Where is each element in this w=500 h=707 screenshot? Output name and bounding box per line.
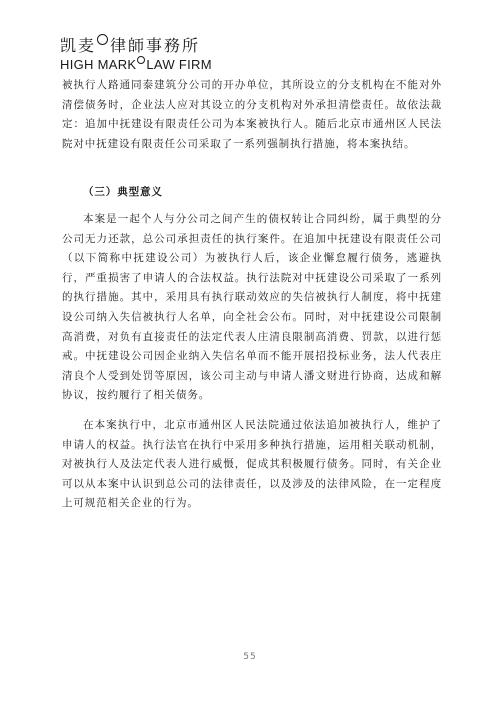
page-number: 55 [243,652,257,662]
registered-mark-icon [97,34,108,45]
paragraph-continued: 被执行人路通同泰建筑分公司的开办单位，其所设立的分支机构在不能对外清偿债务时，企业法人应对其设立的分支机构对外承担清偿责任。故依法裁定：追加中抚建设有限责任公司为本案被执行人。随后北京市通州区人民法院对中抚建设有限责任公司采取了一系列强制执行措施，将本案执结。 [62,79,442,150]
firm-name-en-part2: LAW FIRM [146,56,212,72]
firm-name-cn-part2: 律師事務所 [110,35,201,55]
paragraph-significance: 本案是一起个人与分公司之间产生的债权转让合同纠纷，属于典型的分公司无力还款，总公司承担责任的执行案件。在追加中抚建设有限责任公司（以下简称中抚建设公司）为被执行人后，该企业懈怠履行债务，逃避执行，严重损害了申请人的合法权益。执行法院对中抚建设公司采取了一系列的执行措施。其中，采用具有执行联动效应的失信被执行人制度，将中抚建设公司纳入失信被执行人名单，向全社会公布。同时，对中抚建设公司限制高消费，对负有直接责任的法定代表人庄清良限制高消费、罚款，以进行惩戒。中抚建设公司因企业纳入失信名单而不能开展招投标业务，法人代表庄清良个人受到处罚等原因，该公司主动与申请人潘文财进行协商，达成和解协议，按约履行了相关债务。 [62,212,442,402]
document-body [62,76,442,514]
firm-name-chinese [60,34,320,54]
registered-mark-icon [137,56,145,64]
section-heading: （三）典型意义 [83,186,163,199]
firm-name-cn-part1: 凯麦 [60,35,97,55]
paragraph-conclusion: 在本案执行中，北京市通州区人民法院通过依法追加被执行人，维护了申请人的权益。执行法官在执行中采用多种执行措施，运用相关联动机制，对被执行人及法定代表人进行威慑，促成其积极履行债务。同时，有关企业可以从本案中认识到总公司的法律责任，以及涉及的法律风险，在一定程度上可规范相关企业的行为。 [62,418,442,510]
firm-name-english [60,56,320,72]
letterhead [60,34,320,72]
firm-name-en-part1: HIGH MARK [60,56,137,72]
